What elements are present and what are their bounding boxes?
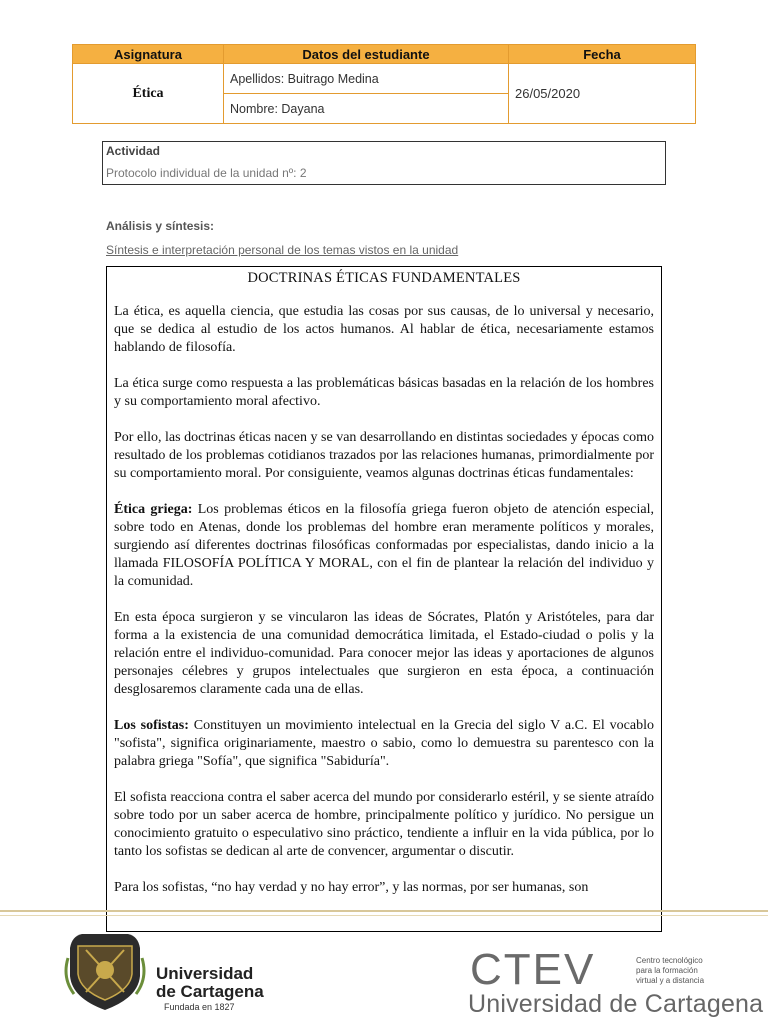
col-student-header: Datos del estudiante (224, 45, 509, 64)
ctev-tagline-2: para la formación (636, 966, 698, 975)
paragraph-4 (114, 501, 654, 591)
university-name-line1: Universidad (156, 964, 254, 983)
ctev-logo-text: CTEV (470, 950, 596, 988)
ctev-university-name: Universidad de Cartagena (468, 990, 764, 1018)
paragraph-3: Por ello, las doctrinas éticas nacen y se van desarrollando en distintas sociedades y épocas como resultado de los problemas cotidianos trazados por las relaciones humanas, primordialmente por su comportamiento moral. Por consiguiente, veamos algunas doctrinas éticas fundamentales: (114, 430, 654, 481)
paragraph-4-lead: Ética griega: (114, 502, 193, 517)
surnames-value: Apellidos: Buitrago Medina (224, 64, 509, 94)
paragraph-7: El sofista reacciona contra el saber acerca del mundo por considerarlo estéril, y se siente atraído sobre todo por un saber acerca de hombre, principalmente político y jurídico. No persigue un conocimiento gratuito o especulativo sino práctico, tendiente a influir en la vida pública, por lo tanto los sofistas se dedican al arte de convencer, argumentar o discutir. (114, 790, 654, 859)
analysis-title: Análisis y síntesis: (106, 219, 215, 233)
paragraph-6-text: Constituyen un movimiento intelectual en la Grecia del siglo V a.C. El vocablo "sofista", significa originariamente, maestro o sabio, como lo demuestra su parentesco con la palabra griega "Sofía", que significa "Sabiduría". (114, 718, 654, 769)
paragraph-6 (114, 717, 654, 771)
activity-label: Actividad (106, 144, 161, 158)
paragraph-2: La ética surge como respuesta a las problemáticas básicas basadas en la relación de los hombres y su comportamiento moral afectivo. (114, 376, 654, 409)
footer-divider-thin (0, 915, 768, 916)
university-crest-icon (62, 928, 148, 1014)
ctev-logo (470, 950, 630, 988)
activity-value: Protocolo individual de la unidad nº: 2 (106, 166, 307, 180)
subject-value: Ética (73, 64, 224, 124)
paragraph-1: La ética, es aquella ciencia, que estudia las cosas por sus causas, de lo universal y necesario, que se dedica al estudio de los actos humanos. Al hablar de ética, necesariamente estamos hablando de filosofía. (114, 304, 654, 355)
paragraph-5: En esta época surgieron y se vincularon las ideas de Sócrates, Platón y Aristóteles, para dar forma a la existencia de una comunidad democrática limitada, el Estado-ciudad o polis y la relación entre el individuo-comunidad. Para conocer mejor las ideas y aportaciones de algunos personajes célebres y grupos intelectuales que surgieron en esta época, a continuación desglosaremos claramente cada una de ellas. (114, 610, 654, 697)
paragraph-8: Para los sofistas, “no hay verdad y no hay error”, y las normas, por ser humanas, son (114, 880, 589, 895)
university-name-line2: de Cartagena (156, 982, 264, 1001)
activity-box (102, 141, 666, 185)
university-name (156, 965, 264, 1001)
document-heading: DOCTRINAS ÉTICAS FUNDAMENTALES (247, 270, 521, 286)
date-value: 26/05/2020 (509, 64, 696, 124)
university-founded: Fundada en 1827 (164, 1002, 235, 1012)
name-value: Nombre: Dayana (224, 94, 509, 124)
col-subject-header: Asignatura (73, 45, 224, 64)
ctev-tagline-3: virtual y a distancia (636, 976, 705, 985)
ctev-tagline-1: Centro tecnológico (636, 956, 703, 965)
col-date-header: Fecha (509, 45, 696, 64)
content-box (106, 266, 662, 932)
ctev-tagline (636, 956, 704, 986)
footer-divider (0, 910, 768, 912)
header-table (72, 44, 696, 124)
analysis-subtitle: Síntesis e interpretación personal de los temas vistos en la unidad (106, 243, 459, 257)
paragraph-6-lead: Los sofistas: (114, 718, 189, 733)
paragraph-4-text: Los problemas éticos en la filosofía griega fueron objeto de atención especial, sobre todo en Atenas, donde los problemas del hombre eran meramente políticos y morales, surgiendo así diferentes doctrinas filosóficas conformadas por especialistas, dando inicio a la llamada FILOSOFÍA POLÍTICA Y MORAL, con el fin de plantear la relación del individuo y la comunidad. (114, 502, 654, 589)
